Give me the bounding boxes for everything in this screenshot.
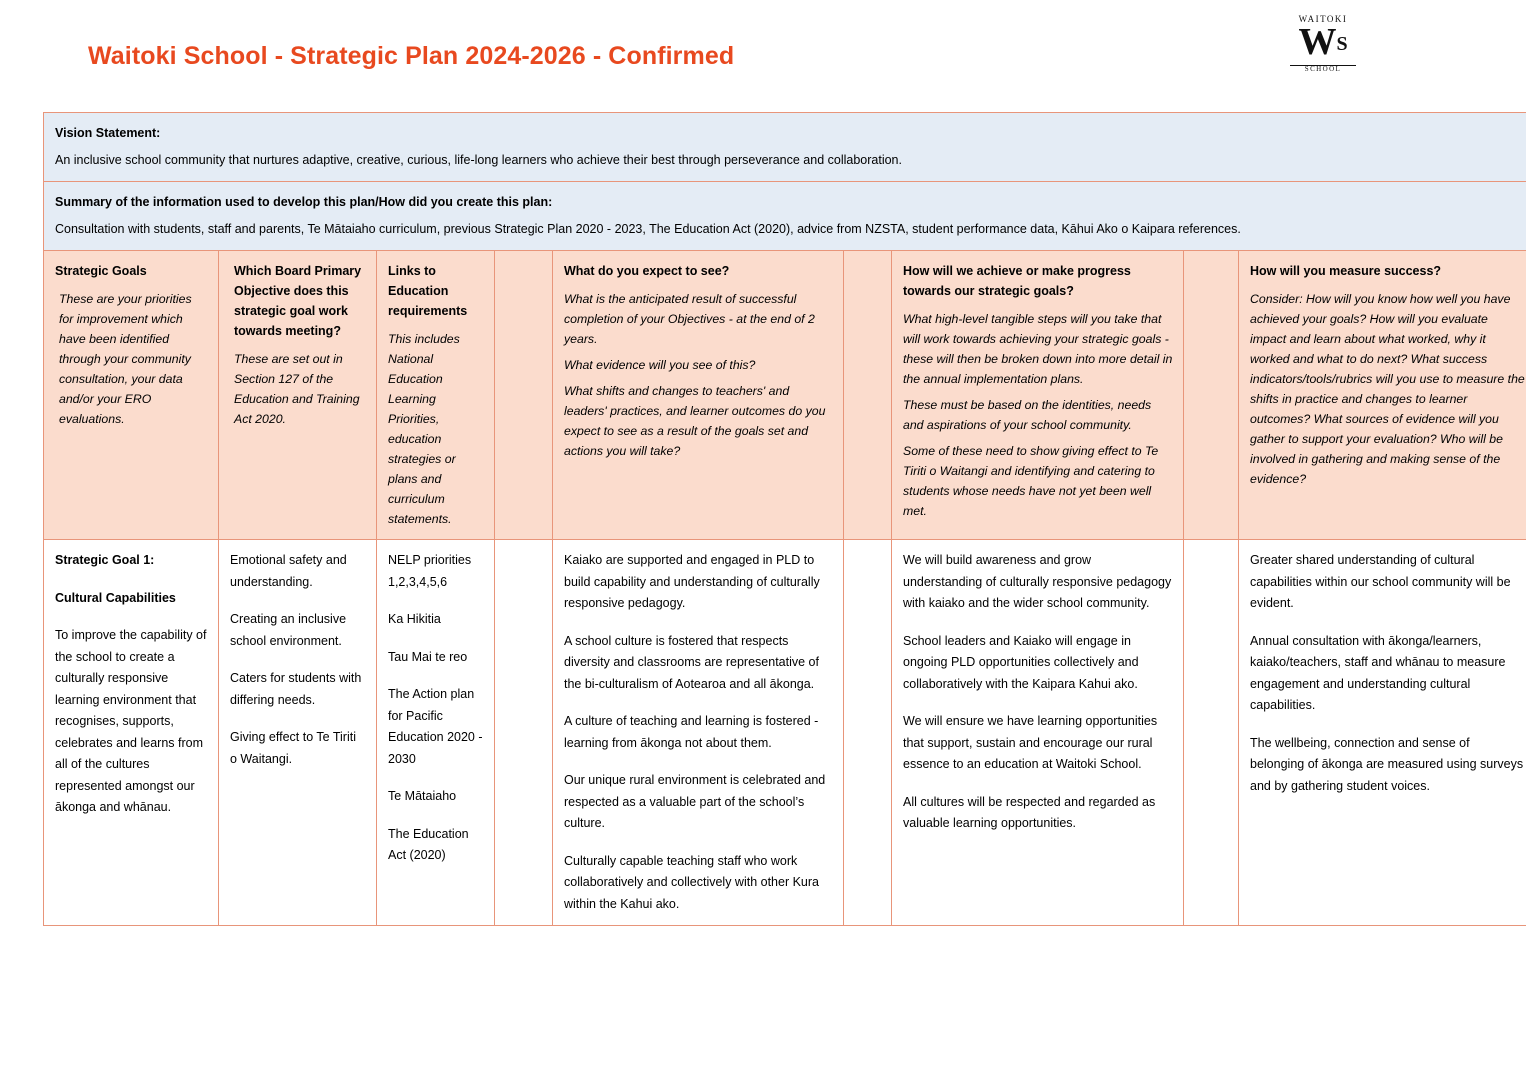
strategic-plan-table [43,112,1526,926]
summary-cell [44,182,1526,251]
logo-mark [1268,22,1378,64]
summary-row [44,182,1526,251]
list-item: Giving effect to Te Tiriti o Waitangi. [230,730,356,766]
column-title: Strategic Goals [55,264,147,278]
column-spacer-2 [844,251,892,540]
list-item: Annual consultation with ākonga/learners, kaiako/teachers, staff and whānau to measure engagement and understanding cultural capabilities. [1250,633,1506,712]
list-item: Creating an inclusive school environment. [230,612,347,648]
board-objective-cell [219,540,377,926]
logo-letter: W [1298,21,1337,63]
goal-row-1 [44,540,1526,926]
list-item: A culture of teaching and learning is fostered - learning from ākonga not about them. [564,714,819,750]
expect-to-see-cell [553,540,844,926]
list-item: Culturally capable teaching staff who work collaboratively and collectively with other Kura within the Kahui ako. [564,853,819,911]
column-subtext: These are your priorities for improvement which have been identified through your community consultation, your data and/or your ERO evaluations. [59,292,192,426]
column-subtext: These are set out in Section 127 of the Education and Training Act 2020. [234,352,360,426]
logo-top-text: WAITOKI [1298,14,1348,24]
column-subtext: Consider: How will you know how well you have achieved your goals? How will you evaluate impact and learn about what worked, why it worked and what to do next? What success indicators/tools/rubrics will you use to measure the shifts in practice and changes to learner outcomes? What sources of evidence will you gather to support your evaluation? Who will be involved in gathering and making sense of the evidence? [1250,292,1525,486]
column-header-how-achieve [892,251,1184,540]
measure-success-cell [1239,540,1526,926]
body-spacer-3 [1184,540,1239,926]
vision-label: Vision Statement: [55,126,161,140]
column-subtext: What evidence will you see of this? [564,358,756,372]
list-item: All cultures will be respected and regarded as valuable learning opportunities. [903,794,1156,830]
column-title: How will you measure success? [1250,264,1442,278]
column-spacer-1 [495,251,553,540]
goal-name: Cultural Capabilities [55,590,176,605]
column-title: Links to Education requirements [388,264,468,318]
column-header-links [377,251,495,540]
logo-bottom-text: SCHOOL [1304,65,1342,73]
column-header-strategic-goals [44,251,219,540]
column-header-board-objective [219,251,377,540]
list-item: Greater shared understanding of cultural capabilities within our school community will be evident. [1250,553,1511,610]
list-item: Ka Hikitia [388,612,441,626]
summary-text: Consultation with students, staff and parents, Te Mātaiaho curriculum, previous Strategic Plan 2020 - 2023, The Education Act (2020), advice from NZSTA, student performance data, Kāhui Ako o Kaipara references. [55,221,1241,236]
column-subtext: Some of these need to show giving effect to Te Tiriti o Waitangi and identifying and catering to students whose needs have not yet been well met. [903,444,1159,518]
column-title: Which Board Primary Objective does this strategic goal work towards meeting? [234,264,362,338]
column-subtext: This includes National Education Learning Priorities, education strategies or plans and curriculum statements. [388,332,460,526]
column-subtext: What high-level tangible steps will you take that will work towards achieving your strategic goals - these will then be broken down into more detail in the annual implementation plans. [903,312,1173,386]
list-item: The wellbeing, connection and sense of belonging of ākonga are measured using surveys and by gathering student voices. [1250,735,1524,793]
list-item: NELP priorities 1,2,3,4,5,6 [388,553,472,589]
summary-label: Summary of the information used to develop this plan/How did you create this plan: [55,195,553,209]
column-headers-row [44,251,1526,540]
column-title: How will we achieve or make progress towards our strategic goals? [903,264,1131,298]
list-item: Caters for students with differing needs. [230,671,362,707]
column-spacer-3 [1184,251,1239,540]
body-spacer-1 [495,540,553,926]
list-item: School leaders and Kaiako will engage in ongoing PLD opportunities collectively and collaboratively with the Kaipara Kahui ako. [903,633,1139,691]
column-subtext: These must be based on the identities, needs and aspirations of your school community. [903,398,1152,432]
body-spacer-2 [844,540,892,926]
page-title: Waitoki School - Strategic Plan 2024-2026 - Confirmed [88,42,735,70]
goal-cell [44,540,219,926]
goal-label: Strategic Goal 1: [55,553,155,567]
list-item: Te Mātaiaho [388,789,457,803]
list-item: A school culture is fostered that respects diversity and classrooms are representative of the bi-culturalism of Aotearoa and all ākonga. [564,633,819,691]
list-item: We will build awareness and grow understanding of culturally responsive pedagogy with kaiako and the wider school community. [903,553,1172,610]
column-title: What do you expect to see? [564,264,730,278]
vision-cell [44,113,1526,182]
list-item: Our unique rural environment is celebrated and respected as a valuable part of the school’s culture. [564,773,826,830]
list-item: We will ensure we have learning opportunities that support, sustain and encourage our rural essence to an education at Waitoki School. [903,714,1158,771]
document-header [0,0,1526,96]
list-item: Kaiako are supported and engaged in PLD to build capability and understanding of culturally responsive pedagogy. [564,553,820,610]
column-header-measure-success [1239,251,1526,540]
school-logo [1268,14,1378,86]
list-item: The Education Act (2020) [388,826,469,862]
list-item: Emotional safety and understanding. [230,553,347,589]
column-subtext: What shifts and changes to teachers' and leaders' practices, and learner outcomes do you expect to see as a result of the goals set and actions you will take? [564,384,826,458]
column-header-expect-to-see [553,251,844,540]
goal-description: To improve the capability of the school to create a culturally responsive learning environment that recognises, supports, celebrates and learns from all of the cultures represented amongst our ākonga and whānau. [55,628,207,814]
logo-letter-small: S [1336,33,1348,55]
list-item: Tau Mai te reo [388,649,468,664]
list-item: The Action plan for Pacific Education 2020 - 2030 [388,687,483,766]
column-subtext: What is the anticipated result of successful completion of your Objectives - at the end of 2 years. [564,292,815,346]
vision-text: An inclusive school community that nurtures adaptive, creative, curious, life-long learners who achieve their best through perseverance and collaboration. [55,152,902,167]
how-achieve-cell [892,540,1184,926]
links-cell [377,540,495,926]
vision-row [44,113,1526,182]
